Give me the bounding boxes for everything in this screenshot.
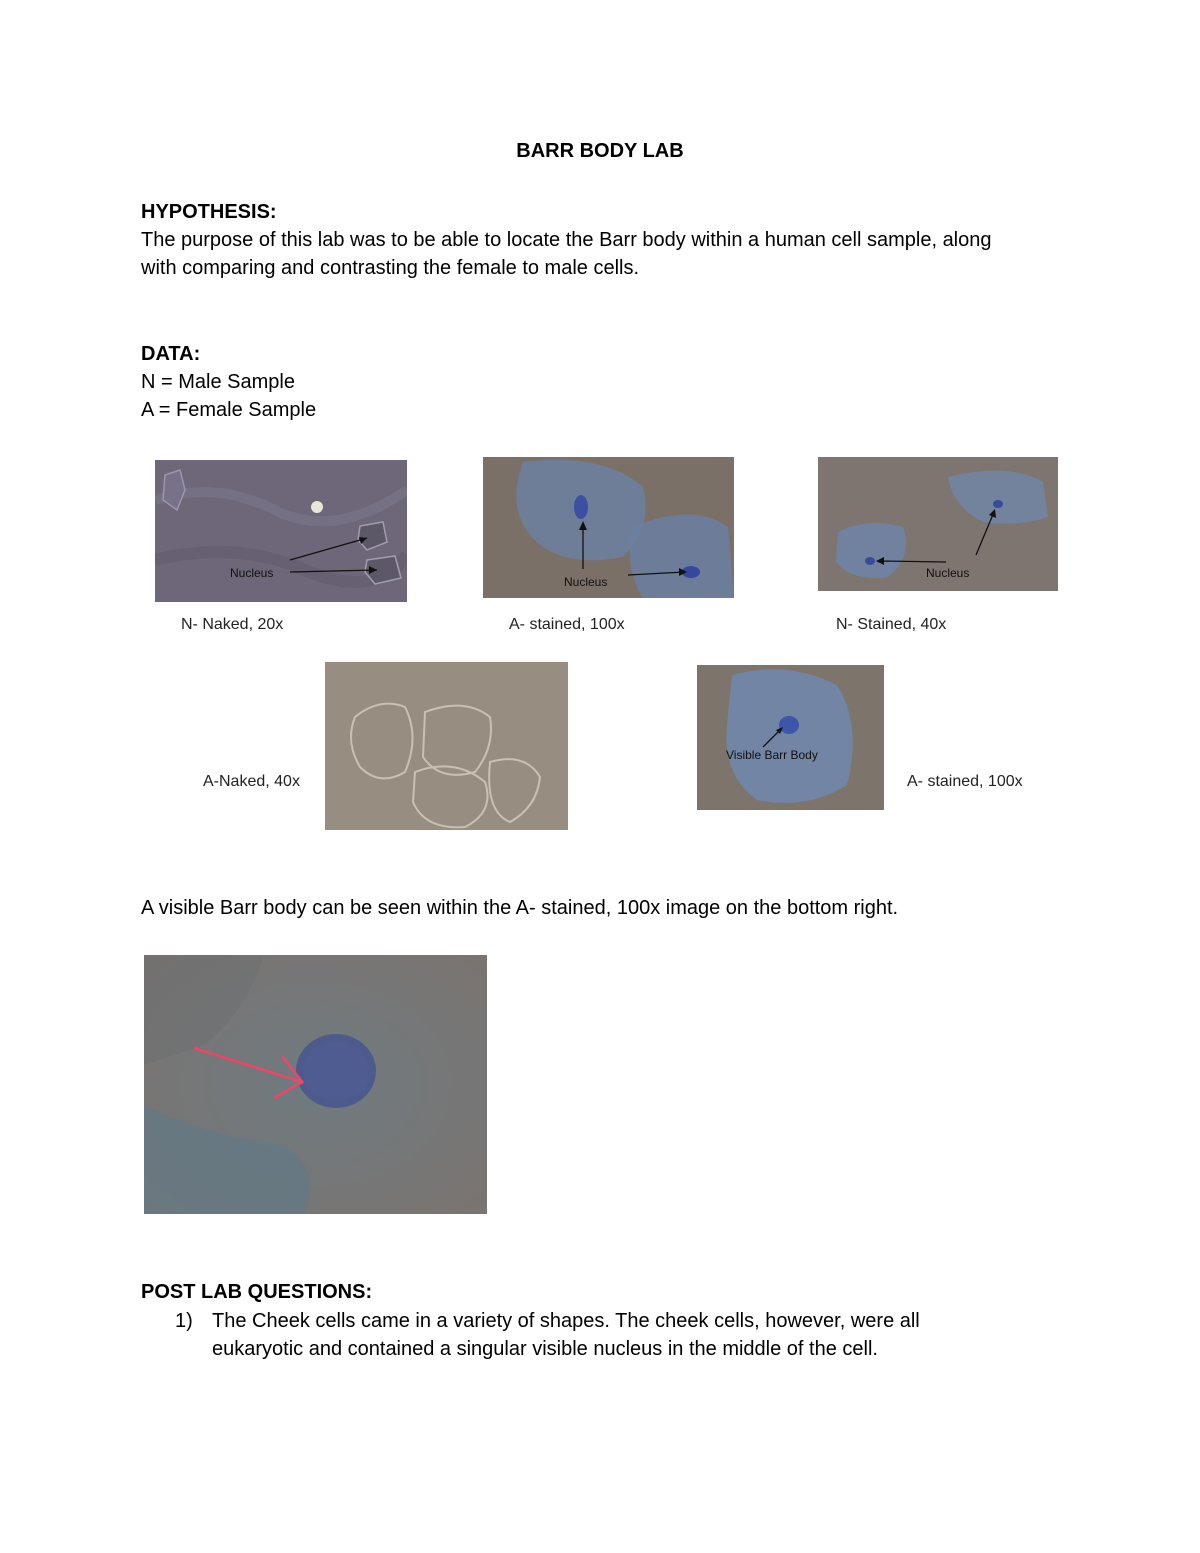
page-title: BARR BODY LAB xyxy=(516,140,684,162)
micrograph-n-naked-20x xyxy=(155,460,407,602)
observation-text: A visible Barr body can be seen within the A- stained, 100x image on the bottom right. xyxy=(141,897,899,919)
micrograph-n-stained-40x xyxy=(818,457,1058,591)
data-heading: DATA: xyxy=(141,343,201,365)
nucleus-label: Nucleus xyxy=(230,566,274,580)
post-lab-heading: POST LAB QUESTIONS: xyxy=(141,1281,373,1303)
micrograph-a-stained-barr-body xyxy=(697,665,884,810)
barr-body-label: Visible Barr Body xyxy=(726,748,818,762)
caption-a-stained-barr: A- stained, 100x xyxy=(907,773,1023,790)
legend-female: A = Female Sample xyxy=(141,399,317,421)
caption-n-naked: N- Naked, 20x xyxy=(181,616,284,633)
question-1-line-1: The Cheek cells came in a variety of shapes. The cheek cells, however, were all xyxy=(212,1310,920,1332)
nucleus-label: Nucleus xyxy=(926,566,970,580)
hypothesis-text-line-1: The purpose of this lab was to be able to locate the Barr body within a human cell sample, along xyxy=(141,229,992,251)
hypothesis-heading: HYPOTHESIS: xyxy=(141,201,277,223)
caption-n-stained: N- Stained, 40x xyxy=(836,616,947,633)
hypothesis-text-line-2: with comparing and contrasting the female to male cells. xyxy=(141,257,640,279)
caption-a-stained: A- stained, 100x xyxy=(509,616,625,633)
question-1-line-2: eukaryotic and contained a singular visible nucleus in the middle of the cell. xyxy=(212,1338,878,1360)
nucleus-label: Nucleus xyxy=(564,575,608,589)
barr-body-closeup-photo xyxy=(144,955,487,1214)
legend-male: N = Male Sample xyxy=(141,371,295,393)
micrograph-a-stained-100x xyxy=(483,457,734,598)
caption-a-naked: A-Naked, 40x xyxy=(203,773,300,790)
micrograph-a-naked-40x xyxy=(325,662,568,830)
question-1-number: 1) xyxy=(175,1310,193,1332)
